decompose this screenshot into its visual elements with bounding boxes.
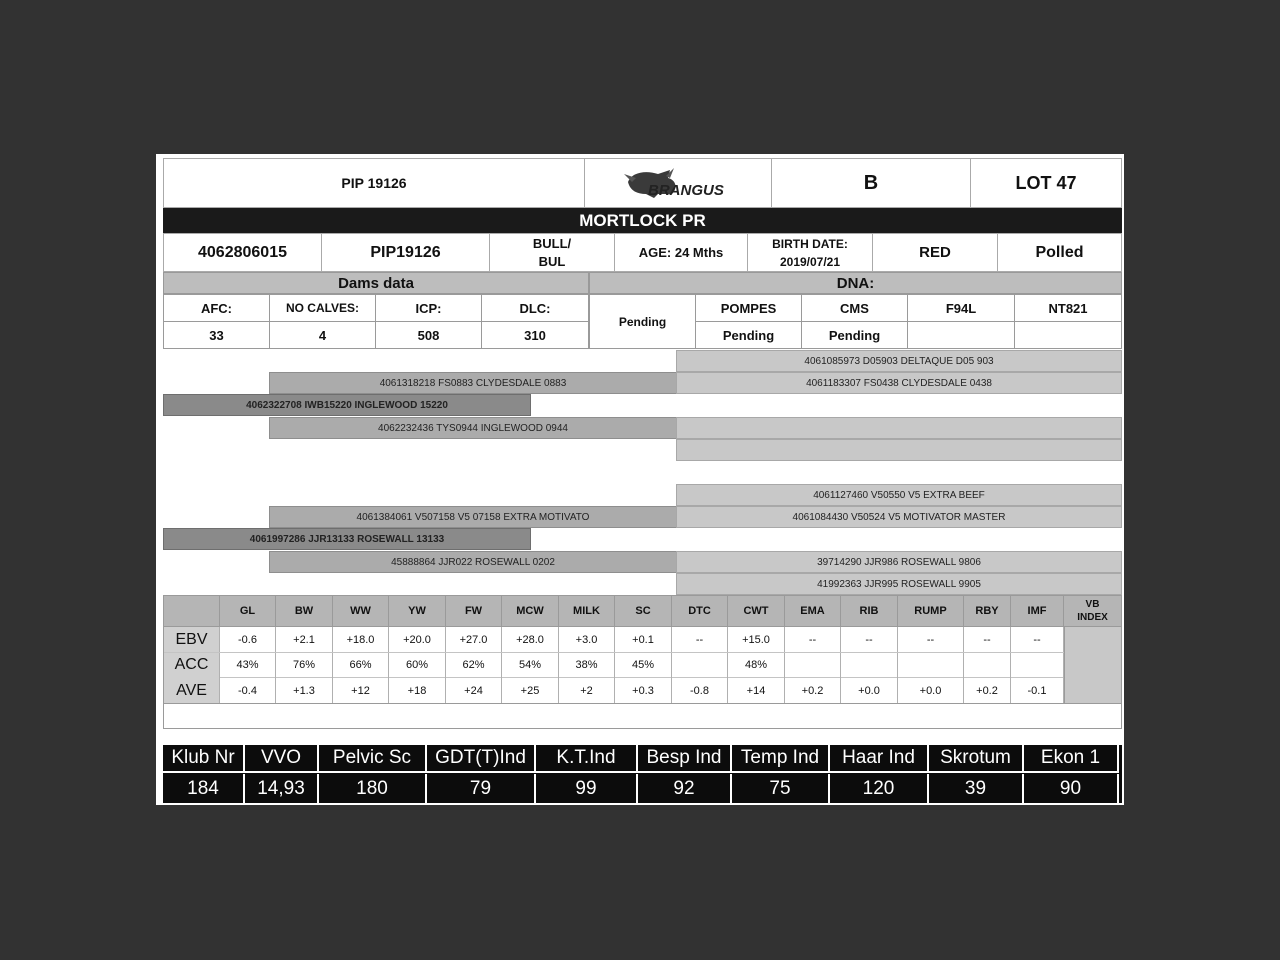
dna-label-f94l: F94L xyxy=(907,294,1015,322)
dna-pending: Pending xyxy=(589,294,696,349)
ebv-col-bw: BW xyxy=(276,596,333,626)
klub-header: Klub Nr xyxy=(163,745,245,773)
ebv-cell xyxy=(898,653,964,678)
pedigree-ss-dam: 4061183307 FS0438 CLYDESDALE 0438 xyxy=(676,372,1122,394)
ebv-cell xyxy=(964,653,1011,678)
ebv-cell: -- xyxy=(898,627,964,652)
brangus-logo xyxy=(585,159,772,207)
lot-number: LOT 47 xyxy=(1015,172,1077,193)
ebv-col-imf: IMF xyxy=(1011,596,1064,626)
ebv-cell: +28.0 xyxy=(502,627,559,652)
dams-value-afc: 33 xyxy=(163,321,270,349)
ebv-cell: 48% xyxy=(728,653,785,678)
ebv-cell: 60% xyxy=(389,653,446,678)
ebv-cell: +2.1 xyxy=(276,627,333,652)
dna-value-cms: Pending xyxy=(801,321,908,349)
ebv-cell: +0.3 xyxy=(615,678,672,703)
ebv-cell: 62% xyxy=(446,653,502,678)
horn-status: Polled xyxy=(1035,243,1084,261)
sex-line-1: BULL/ xyxy=(532,235,572,251)
ebv-header-blank xyxy=(164,596,220,626)
klub-table xyxy=(163,745,1122,803)
birth-date-value: 2019/07/21 xyxy=(779,254,841,269)
ebv-cell: -- xyxy=(841,627,898,652)
ebv-cell: +24 xyxy=(446,678,502,703)
sex-line-2: BUL xyxy=(538,253,566,269)
klub-value: 120 xyxy=(830,774,929,803)
ebv-cell: +25 xyxy=(502,678,559,703)
dna-value-f94l xyxy=(907,321,1015,349)
klub-header: Ekon 1 xyxy=(1024,745,1119,773)
klub-value: 184 xyxy=(163,774,245,803)
ebv-footer-blank xyxy=(164,703,1121,728)
dna-value-nt821 xyxy=(1014,321,1122,349)
ebv-row-label: AVE xyxy=(164,678,220,703)
ebv-row-label: EBV xyxy=(164,627,220,652)
ebv-cell: +12 xyxy=(333,678,389,703)
animal-name: MORTLOCK PR xyxy=(163,208,1122,233)
ebv-cell: +0.1 xyxy=(615,627,672,652)
ebv-cell: 45% xyxy=(615,653,672,678)
pedigree-dam-dam: 45888864 JJR022 ROSEWALL 0202 xyxy=(269,551,677,573)
header-pip: PIP 19126 xyxy=(164,159,585,207)
info-row xyxy=(163,233,1122,272)
ebv-cell: -- xyxy=(785,627,841,652)
ebv-cell: -- xyxy=(672,627,728,652)
dams-data-heading: Dams data xyxy=(163,272,589,294)
birth-date xyxy=(748,234,873,271)
dna-heading: DNA: xyxy=(589,272,1122,294)
ebv-row-ebv xyxy=(164,627,1064,653)
grade-badge: B xyxy=(772,159,971,207)
pedigree-sd-dam xyxy=(676,439,1122,461)
pedigree-sd-sire xyxy=(676,417,1122,439)
ebv-cell: 54% xyxy=(502,653,559,678)
dna-label-nt821: NT821 xyxy=(1014,294,1122,322)
dams-value-calves: 4 xyxy=(269,321,376,349)
pedigree-dam-sire: 4061384061 V507158 V5 07158 EXTRA MOTIVATO xyxy=(269,506,677,528)
pedigree-dd-dam: 41992363 JJR995 ROSEWALL 9905 xyxy=(676,573,1122,595)
ebv-row-label: ACC xyxy=(164,653,220,678)
ebv-cell: +0.0 xyxy=(841,678,898,703)
ebv-cell xyxy=(785,653,841,678)
ebv-header-row xyxy=(164,596,1121,627)
birth-date-label: BIRTH DATE: xyxy=(772,236,848,251)
ebv-col-dtc: DTC xyxy=(672,596,728,626)
animal-id: 4062806015 xyxy=(164,234,322,271)
klub-value: 39 xyxy=(929,774,1024,803)
ebv-cell: -0.6 xyxy=(220,627,276,652)
ebv-table xyxy=(163,595,1122,729)
animal-age: AGE: 24 Mths xyxy=(615,234,748,271)
klub-value: 14,93 xyxy=(245,774,319,803)
ebv-cell: +18 xyxy=(389,678,446,703)
klub-value: 180 xyxy=(319,774,427,803)
pedigree-sire-sire: 4061318218 FS0883 CLYDESDALE 0883 xyxy=(269,372,677,394)
ebv-col-gl: GL xyxy=(220,596,276,626)
ebv-cell: +3.0 xyxy=(559,627,615,652)
dams-label-dlc: DLC: xyxy=(481,294,589,322)
pedigree-sire: 4062322708 IWB15220 INGLEWOOD 15220 xyxy=(163,394,531,416)
ebv-row-acc xyxy=(164,653,1064,679)
ebv-cell: -0.8 xyxy=(672,678,728,703)
dams-label-icp: ICP: xyxy=(375,294,482,322)
ebv-cell: 66% xyxy=(333,653,389,678)
dna-value-pompes: Pending xyxy=(695,321,802,349)
ebv-col-fw: FW xyxy=(446,596,502,626)
ebv-cell: +2 xyxy=(559,678,615,703)
ebv-cell xyxy=(841,653,898,678)
klub-header: K.T.Ind xyxy=(536,745,638,773)
bull-sale-card xyxy=(156,154,1124,805)
klub-header: VVO xyxy=(245,745,319,773)
svg-text:BRANGUS: BRANGUS xyxy=(648,182,724,199)
klub-header: Temp Ind xyxy=(732,745,830,773)
ebv-cell: +18.0 xyxy=(333,627,389,652)
vb-index-line-1: VB xyxy=(1085,599,1100,610)
pedigree-dd-sire: 39714290 JJR986 ROSEWALL 9806 xyxy=(676,551,1122,573)
ebv-cell: +20.0 xyxy=(389,627,446,652)
ebv-col-ww: WW xyxy=(333,596,389,626)
ebv-cell xyxy=(672,653,728,678)
ebv-cell: +0.0 xyxy=(898,678,964,703)
ebv-cell: +15.0 xyxy=(728,627,785,652)
bull-head-icon xyxy=(618,164,738,202)
pedigree-ds-sire: 4061127460 V50550 V5 EXTRA BEEF xyxy=(676,484,1122,506)
dams-label-afc: AFC: xyxy=(163,294,270,322)
klub-header: Pelvic Sc xyxy=(319,745,427,773)
vb-index-line-2: INDEX xyxy=(1077,612,1108,623)
ebv-cell: -0.4 xyxy=(220,678,276,703)
ebv-cell: +0.2 xyxy=(785,678,841,703)
klub-value: 79 xyxy=(427,774,536,803)
ebv-cell: +1.3 xyxy=(276,678,333,703)
dams-value-icp: 508 xyxy=(375,321,482,349)
ebv-cell: 38% xyxy=(559,653,615,678)
ebv-cell: -- xyxy=(964,627,1011,652)
pedigree-ds-dam: 4061084430 V50524 V5 MOTIVATOR MASTER xyxy=(676,506,1122,528)
pedigree-ss-sire: 4061085973 D05903 DELTAQUE D05 903 xyxy=(676,350,1122,372)
ebv-col-vb-index xyxy=(1064,596,1121,626)
dams-label-calves: NO CALVES: xyxy=(269,294,376,322)
ebv-cell: +0.2 xyxy=(964,678,1011,703)
ebv-col-yw: YW xyxy=(389,596,446,626)
ebv-row-ave xyxy=(164,678,1064,704)
ebv-col-rib: RIB xyxy=(841,596,898,626)
dna-label-pompes: POMPES xyxy=(695,294,802,322)
klub-value: 90 xyxy=(1024,774,1119,803)
klub-header: GDT(T)Ind xyxy=(427,745,536,773)
dams-value-dlc: 310 xyxy=(481,321,589,349)
pedigree-dam: 4061997286 JJR13133 ROSEWALL 13133 xyxy=(163,528,531,550)
klub-value: 75 xyxy=(732,774,830,803)
ebv-col-mcw: MCW xyxy=(502,596,559,626)
klub-value: 99 xyxy=(536,774,638,803)
klub-value: 92 xyxy=(638,774,732,803)
ebv-col-ema: EMA xyxy=(785,596,841,626)
ebv-col-rump: RUMP xyxy=(898,596,964,626)
pedigree-sire-dam: 4062232436 TYS0944 INGLEWOOD 0944 xyxy=(269,417,677,439)
animal-colour: RED xyxy=(873,234,998,271)
ebv-cell: -0.1 xyxy=(1011,678,1064,703)
ebv-col-milk: MILK xyxy=(559,596,615,626)
klub-header: Haar Ind xyxy=(830,745,929,773)
ebv-col-cwt: CWT xyxy=(728,596,785,626)
ebv-cell: 43% xyxy=(220,653,276,678)
animal-pip: PIP19126 xyxy=(322,234,490,271)
header-row xyxy=(163,158,1122,208)
dna-label-cms: CMS xyxy=(801,294,908,322)
klub-header: Skrotum xyxy=(929,745,1024,773)
ebv-cell: -- xyxy=(1011,627,1064,652)
ebv-cell xyxy=(1011,653,1064,678)
ebv-col-rby: RBY xyxy=(964,596,1011,626)
ebv-cell: +27.0 xyxy=(446,627,502,652)
klub-header: Besp Ind xyxy=(638,745,732,773)
animal-sex xyxy=(490,234,615,271)
ebv-cell: 76% xyxy=(276,653,333,678)
vb-index-cell xyxy=(1064,627,1121,703)
ebv-col-sc: SC xyxy=(615,596,672,626)
ebv-cell: +14 xyxy=(728,678,785,703)
